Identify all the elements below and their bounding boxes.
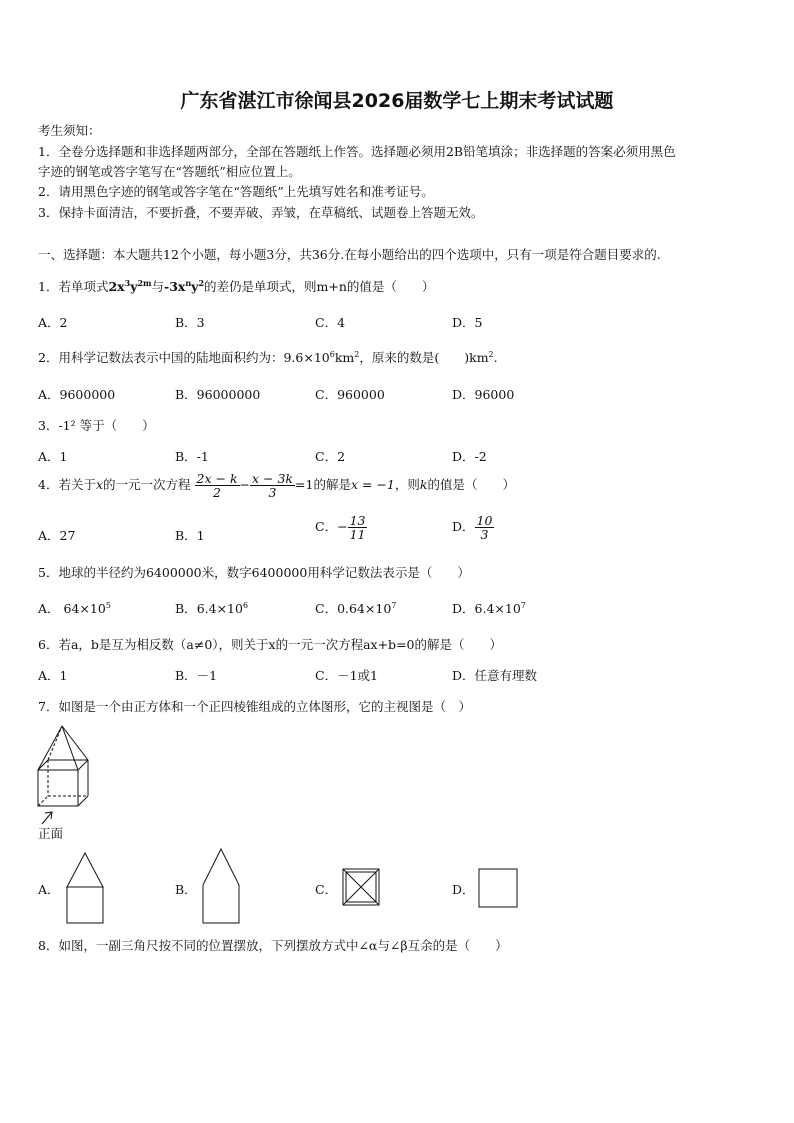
q4-fraction-2 xyxy=(250,472,295,499)
q5-opta-val: 64×10 xyxy=(63,601,106,616)
q3-option-d[interactable]: D．-2 xyxy=(452,449,487,464)
q1-option-a[interactable]: A．2 xyxy=(38,315,68,330)
q1-suffix: 的差仍是单项式，则m+n的值是（ ） xyxy=(204,279,435,294)
q4-f2-den: 3 xyxy=(268,485,277,501)
q6-option-d[interactable]: D．任意有理数 xyxy=(452,668,538,683)
q2-option-b[interactable]: B．96000000 xyxy=(175,387,261,402)
q4-optd-label: D． xyxy=(452,519,475,535)
question-1 xyxy=(38,277,434,295)
question-7: 7．如图是一个由正方体和一个正四棱锥组成的立体图形，它的主视图是（ ） xyxy=(38,699,471,714)
q6-option-b[interactable]: B．－1 xyxy=(175,668,218,683)
q5-optc-exp: 7 xyxy=(391,600,397,610)
q7-option-a[interactable]: A． xyxy=(38,882,60,897)
q4-f1-num: 2x − k xyxy=(196,471,238,486)
q2-unit: km xyxy=(334,350,355,365)
q5-prefix: 5．地球的半径约为 xyxy=(38,565,146,580)
q1-option-b[interactable]: B．3 xyxy=(175,315,205,330)
q4-option-b[interactable]: B．1 xyxy=(175,528,205,543)
question-3: 3．-1² 等于（ ） xyxy=(38,418,155,433)
q1-option-c[interactable]: C．4 xyxy=(315,315,346,330)
q4-minus: − xyxy=(239,477,250,493)
q5-option-d[interactable] xyxy=(452,599,526,617)
q5-option-b[interactable] xyxy=(175,599,248,617)
question-8: 8．如图，一副三角尺按不同的位置摆放，下列摆放方式中∠α与∠β互余的是（ ） xyxy=(38,938,508,953)
q4-fraction-1 xyxy=(195,472,240,499)
q4-f2-num: x − 3k xyxy=(252,471,293,486)
q7-option-d-figure xyxy=(477,867,519,909)
q3-option-c[interactable]: C．2 xyxy=(315,449,346,464)
q4-optc-num: 13 xyxy=(349,513,366,528)
question-5 xyxy=(38,563,470,581)
q7-option-c[interactable]: C． xyxy=(315,882,338,897)
question-6: 6．若a，b是互为相反数（a≠0），则关于x的一元一次方程ax+b=0的解是（ ） xyxy=(38,637,502,652)
q5-mid: 米，数字 xyxy=(201,565,252,580)
q5-optb-exp: 6 xyxy=(242,600,249,610)
q5-optc-val: 0.64×10 xyxy=(337,601,392,616)
q1-term1-exp1: 3 xyxy=(124,277,131,288)
q5-suffix: 用科学记数法表示是（ ） xyxy=(307,565,470,580)
front-view-label: 正面 xyxy=(38,826,64,841)
q4-k: k xyxy=(419,477,428,493)
page-title: 广东省湛江市徐闻县2026届数学七上期末考试试题 xyxy=(180,90,614,112)
q4-optc-label: C． xyxy=(315,519,338,535)
q2-value: 9.6×10 xyxy=(283,350,330,365)
notice-item: 字迹的钢笔或答字笔写在“答题纸”相应位置上。 xyxy=(38,164,301,179)
q1-term2-coef: -3x xyxy=(164,279,186,294)
q1-term2-exp2: 2 xyxy=(198,277,205,288)
q6-option-c[interactable]: C．－1或1 xyxy=(315,668,378,683)
q2-option-a[interactable]: A．9600000 xyxy=(38,387,116,402)
q7-option-d[interactable]: D． xyxy=(452,882,475,897)
q4-var: x xyxy=(95,477,104,493)
q5-optb-val: 6.4×10 xyxy=(196,601,243,616)
q2-exp: 6 xyxy=(329,349,335,359)
q7-option-b-figure xyxy=(198,847,244,925)
q7-option-b[interactable]: B． xyxy=(175,882,197,897)
q5-num2: 6400000 xyxy=(251,565,308,580)
q2-option-d[interactable]: D．96000 xyxy=(452,387,515,402)
q1-term1-coef: 2x xyxy=(108,279,125,294)
q1-term2-exp1: n xyxy=(185,277,192,288)
q5-opta-label: A． xyxy=(38,601,60,616)
q4-mid3: ，则 xyxy=(394,477,420,493)
q3-option-a[interactable]: A．1 xyxy=(38,449,68,464)
q4-eq: =1 xyxy=(295,477,314,493)
q7-option-a-figure xyxy=(64,851,106,925)
question-2 xyxy=(38,348,498,366)
q1-term1-y: y xyxy=(130,279,138,294)
q4-f1-den: 2 xyxy=(213,485,221,501)
q2-prefix: 2．用科学记数法表示中国的陆地面积约为： xyxy=(38,350,284,365)
q2-suffix: ，原来的数是( )km xyxy=(359,350,489,365)
q5-optc-label: C． xyxy=(315,601,338,616)
q4-optc-fraction xyxy=(348,514,368,541)
q5-optd-val: 6.4×10 xyxy=(474,601,521,616)
q4-mid: 的一元一次方程 xyxy=(103,477,191,493)
q4-optd-num: 10 xyxy=(476,513,493,528)
q4-optd-fraction xyxy=(475,514,495,541)
notice-heading: 考生须知： xyxy=(38,123,101,138)
q4-option-c[interactable] xyxy=(315,514,367,541)
q3-option-b[interactable]: B．-1 xyxy=(175,449,209,464)
notice-item: 1．全卷分选择题和非选择题两部分，全部在答题纸上作答。选择题必须用2B铅笔填涂；非选择题的答案必须用黑色 xyxy=(38,144,676,159)
q5-num1: 6400000 xyxy=(145,565,202,580)
solid-figure xyxy=(30,722,92,840)
q1-option-d[interactable]: D．5 xyxy=(452,315,483,330)
q4-suffix: 的值是（ ） xyxy=(427,477,515,493)
q5-option-c[interactable] xyxy=(315,599,396,617)
q7-option-c-figure xyxy=(341,867,381,907)
notice-item: 2．请用黑色字迹的钢笔或答字笔在“答题纸”上先填写姓名和准考证号。 xyxy=(38,184,434,199)
q5-optd-label: D． xyxy=(452,601,475,616)
q4-optc-sign: − xyxy=(337,519,348,535)
question-4 xyxy=(38,472,515,499)
q5-opta-exp: 5 xyxy=(105,600,111,610)
q4-optc-den: 11 xyxy=(349,527,366,543)
q5-optd-exp: 7 xyxy=(520,600,526,610)
q5-option-a[interactable] xyxy=(38,599,111,617)
q4-option-a[interactable]: A．27 xyxy=(38,528,76,543)
q1-mid: 与 xyxy=(151,279,164,294)
q1-prefix: 1．若单项式 xyxy=(38,279,109,294)
q4-prefix: 4．若关于 xyxy=(38,477,96,493)
q5-optb-label: B． xyxy=(175,601,197,616)
q2-suffix-exp: 2 xyxy=(488,349,494,359)
q1-term1-exp2: 2m xyxy=(137,277,152,288)
section-heading: 一、选择题：本大题共12个小题，每小题3分，共36分.在每小题给出的四个选项中，只有一项是符合题目要求的. xyxy=(38,247,661,262)
q2-unit-exp: 2 xyxy=(354,349,360,359)
q6-option-a[interactable]: A．1 xyxy=(38,668,68,683)
q4-mid2: 的解是 xyxy=(313,477,351,493)
q4-option-d[interactable] xyxy=(452,514,494,541)
notice-item: 3．保持卡面清洁，不要折叠，不要弄破、弄皱，在草稿纸、试题卷上答题无效。 xyxy=(38,205,484,220)
q2-end: . xyxy=(493,350,498,365)
q4-solution: x = −1 xyxy=(350,477,395,493)
q1-term2-y: y xyxy=(191,279,199,294)
q4-optd-den: 3 xyxy=(480,527,489,543)
q2-option-c[interactable]: C．960000 xyxy=(315,387,385,402)
